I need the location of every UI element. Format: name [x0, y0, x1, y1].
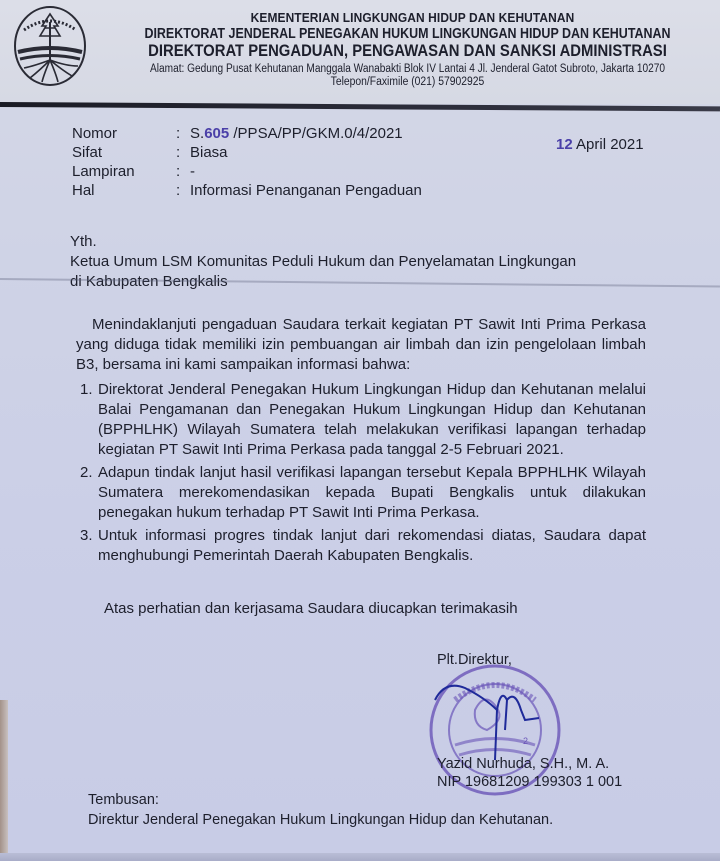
- directorate-general-name: DIREKTORAT JENDERAL PENEGAKAN HUKUM LINGKUNGAN HIDUP DAN KEHUTANAN: [144, 26, 671, 42]
- meta-colon: :: [176, 144, 181, 161]
- meta-row-nomor: [72, 124, 422, 143]
- nomor-handwritten: 605: [204, 125, 230, 142]
- addressee-line-2: di Kabupaten Bengkalis: [70, 273, 228, 290]
- meta-value: Informasi Penanganan Pengaduan: [190, 182, 422, 199]
- svg-text:2: 2: [523, 736, 529, 746]
- signer-name: Yazid Nurhuda, S.H., M. A.: [437, 756, 610, 772]
- carbon-copy: [88, 790, 553, 830]
- meta-row-hal: [72, 181, 422, 200]
- paper-bottom-edge: [0, 853, 720, 861]
- list-text: Direktorat Jenderal Penegakan Hukum Lingkungan Hidup dan Kehutanan melalui Balai Pengamanan dan Penegakan Hukum Lingkungan Hidup dan Kehutanan (BPPHLHK) Wilayah Sumatera telah melakukan verifikasi lapangan terhadap kegiatan PT Sawit Inti Prima Perkasa pada tanggal 2-5 Februari 2021.: [98, 381, 646, 458]
- info-list: [76, 380, 646, 566]
- nomor-prefix: S.: [190, 125, 205, 142]
- meta-colon: :: [176, 182, 181, 199]
- cc-item: Direktur Jenderal Penegakan Hukum Lingkungan Hidup dan Kehutanan.: [88, 812, 554, 828]
- ministry-name: KEMENTERIAN LINGKUNGAN HIDUP DAN KEHUTANAN: [250, 10, 575, 25]
- signer-nip: NIP 19681209 199303 1 001: [437, 774, 623, 790]
- meta-label: Sifat: [72, 144, 103, 161]
- list-item: [76, 380, 646, 460]
- meta-label: Hal: [72, 182, 95, 199]
- paper-shadow-edge: [0, 700, 8, 861]
- salutation: Yth.: [70, 233, 97, 250]
- meta-value: [190, 124, 403, 143]
- ministry-emblem-icon: [12, 4, 88, 88]
- letterhead: [0, 0, 720, 104]
- closing-line: Atas perhatian dan kerjasama Saudara diucapkan terimakasih: [104, 600, 518, 617]
- date-rest: April 2021: [572, 136, 644, 153]
- nomor-suffix: /PPSA/PP/GKM.0/4/2021: [229, 125, 403, 142]
- meta-row-lampiran: [72, 162, 422, 181]
- intro-paragraph: Menindaklanjuti pengaduan Saudara terkait kegiatan PT Sawit Inti Prima Perkasa yang diduga tidak memiliki izin pembuangan air limbah dan izin pengelolaan limbah B3, bersama ini kami sampaikan informasi bahwa:: [76, 316, 646, 373]
- list-text: Untuk informasi progres tindak lanjut dari rekomendasi diatas, Saudara dapat menghubungi Pemerintah Daerah Kabupaten Bengkalis.: [98, 527, 646, 564]
- list-number: 2.: [80, 464, 93, 481]
- meta-row-sifat: [72, 143, 422, 162]
- list-number: 3.: [80, 527, 93, 544]
- meta-colon: :: [176, 163, 181, 180]
- list-item: [76, 463, 646, 523]
- letterhead-phone: Telepon/Faximile (021) 57902925: [330, 76, 485, 88]
- meta-colon: :: [176, 125, 181, 142]
- list-number: 1.: [80, 381, 93, 398]
- addressee-line-1: Ketua Umum LSM Komunitas Peduli Hukum dan Penyelamatan Lingkungan: [70, 253, 577, 270]
- meta-value: -: [190, 163, 195, 180]
- directorate-name: DIREKTORAT PENGADUAN, PENGAWASAN DAN SANKSI ADMINISTRASI: [148, 42, 667, 60]
- date-handwritten: 12: [556, 136, 573, 153]
- list-item: [76, 526, 646, 566]
- meta-value: Biasa: [190, 144, 228, 161]
- letter-body: [76, 315, 646, 569]
- cc-label: Tembusan:: [88, 792, 159, 808]
- meta-label: Lampiran: [72, 163, 135, 180]
- letterhead-address: Alamat: Gedung Pusat Kehutanan Manggala Wanabakti Blok IV Lantai 4 Jl. Jenderal Gatot Subroto, Jakarta 10270: [150, 63, 665, 75]
- signer-title: Plt.Direktur,: [437, 652, 512, 668]
- letter-date: [556, 136, 644, 153]
- meta-label: Nomor: [72, 125, 118, 142]
- letter-meta: [72, 124, 422, 200]
- list-text: Adapun tindak lanjut hasil verifikasi lapangan tersebut Kepala BPPHLHK Wilayah Sumatera merekomendasikan kepada Bupati Bengkalis untuk dilakukan penegakan hukum terhadap PT Sawit Inti Prima Perkasa.: [98, 464, 646, 521]
